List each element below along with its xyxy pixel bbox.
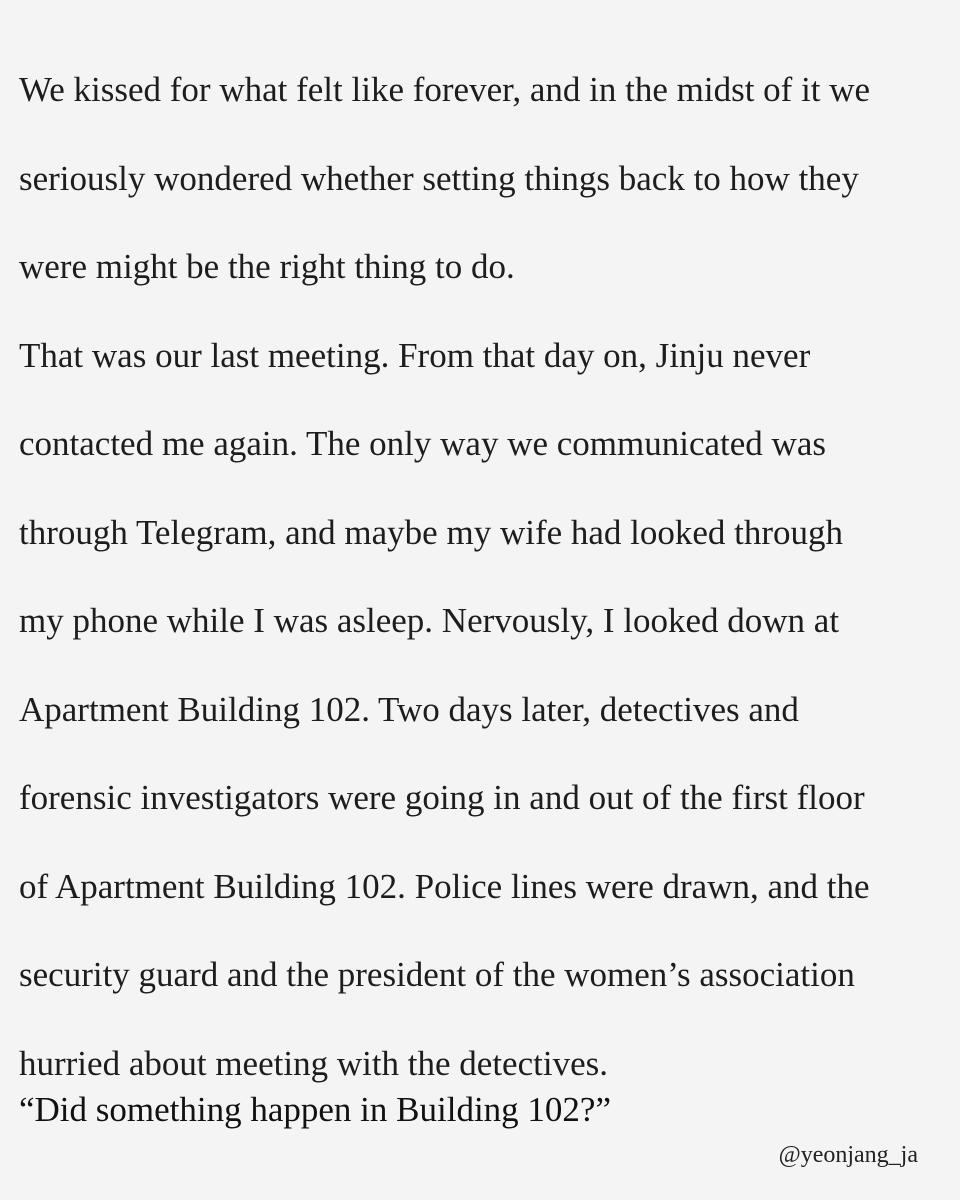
story-line: security guard and the president of the women’s association (19, 955, 855, 994)
story-line: through Telegram, and maybe my wife had looked through (19, 512, 844, 552)
story-line: contacted me again. The only way we communicated was (19, 424, 826, 463)
story-line: Apartment Building 102. Two days later, detectives and (19, 689, 799, 729)
story-line: my phone while I was asleep. Nervously, I looked down at (19, 601, 840, 640)
story-line: of Apartment Building 102. Police lines were drawn, and the (19, 866, 870, 906)
author-handle: @yeonjang_ja (778, 1142, 918, 1168)
story-line: were might be the right thing to do. (19, 247, 515, 286)
story-line: forensic investigators were going in and out of the first floor (19, 778, 865, 817)
story-line: That was our last meeting. From that day on, Jinju never (19, 335, 811, 375)
story-paragraph (19, 60, 949, 1122)
story-line: hurried about meeting with the detectives. (19, 1043, 608, 1083)
dialogue-quote: “Did something happen in Building 102?” (19, 1090, 611, 1129)
story-line: seriously wondered whether setting things back to how they (19, 158, 859, 198)
story-line: We kissed for what felt like forever, and in the midst of it we (19, 70, 871, 109)
